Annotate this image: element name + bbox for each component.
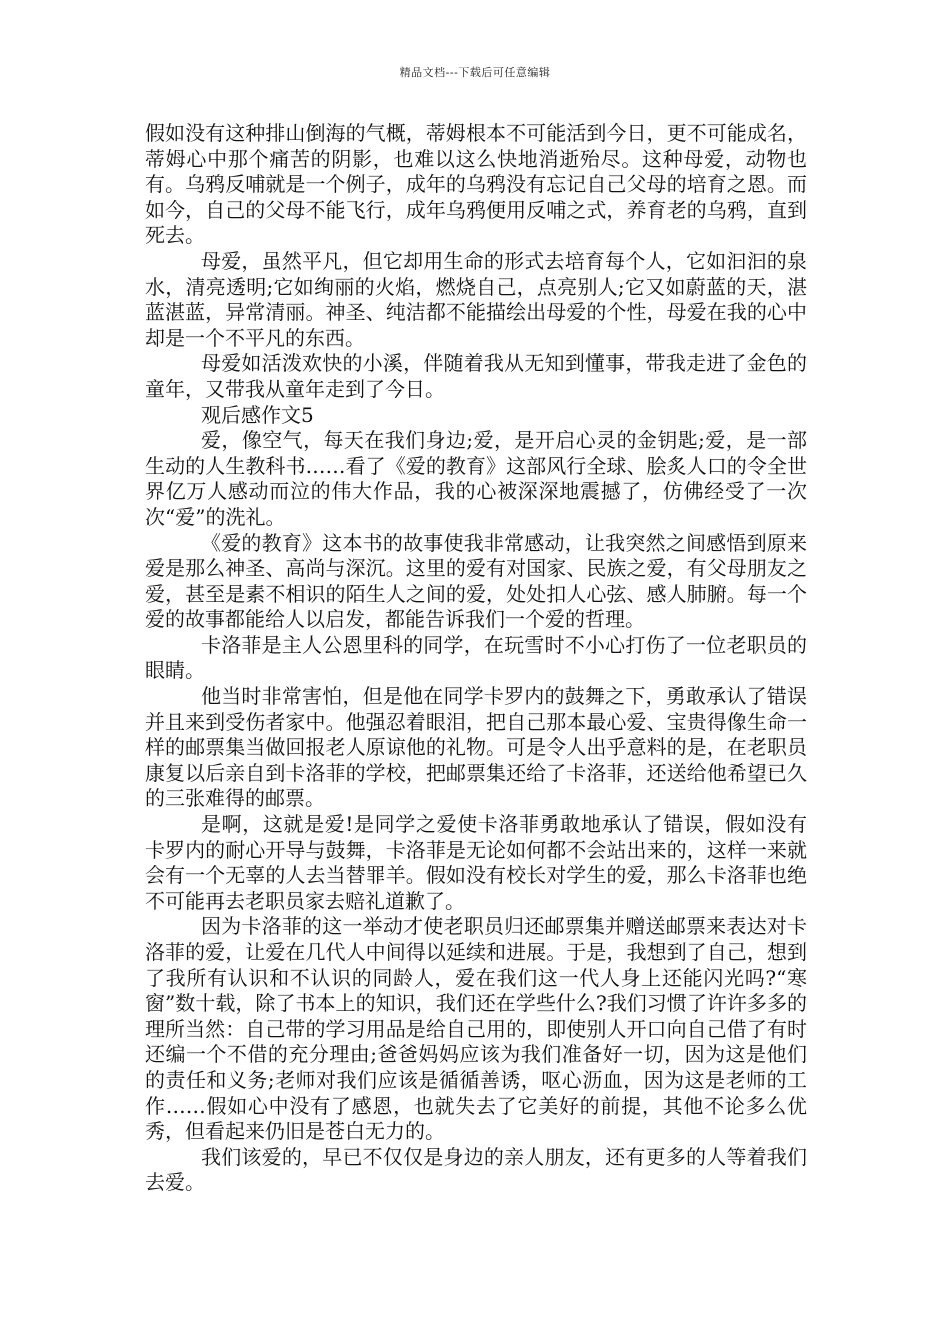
paragraph-6: 卡洛菲是主人公恩里科的同学，在玩雪时不小心打伤了一位老职员的眼睛。 — [145, 632, 807, 683]
paragraph-4: 爱，像空气，每天在我们身边;爱，是开启心灵的金钥匙;爱，是一部生动的人生教科书……看了《爱的教育》这部风行全球、脍炙人口的令全世界亿万人感动而泣的伟大作品，我的心被深深地震撼了，仿佛经受了一次次“爱”的洗礼。 — [145, 428, 807, 529]
paragraph-1: 假如没有这种排山倒海的气概，蒂姆根本不可能活到今日，更不可能成名，蒂姆心中那个痛苦的阴影，也难以这么快地消逝殆尽。这种母爱，动物也有。乌鸦反哺就是一个例子，成年的乌鸦没有忘记自己父母的培育之恩。而如今，自己的父母不能飞行，成年乌鸦便用反哺之式，养育老的乌鸦，直到死去。 — [145, 121, 807, 248]
paragraph-10: 我们该爱的，早已不仅仅是身边的亲人朋友，还有更多的人等着我们去爱。 — [145, 1144, 807, 1195]
paragraph-5: 《爱的教育》这本书的故事使我非常感动，让我突然之间感悟到原来爱是那么神圣、高尚与深沉。这里的爱有对国家、民族之爱，有父母朋友之爱，甚至是素不相识的陌生人之间的爱，处处扣人心弦、感人肺腑。每一个爱的故事都能给人以启发，都能告诉我们一个爱的哲理。 — [145, 530, 807, 632]
paragraph-9: 因为卡洛菲的这一举动才使老职员归还邮票集并赠送邮票来表达对卡洛菲的爱，让爱在几代人中间得以延续和进展。于是，我想到了自己，想到了我所有认识和不认识的同龄人，爱在我们这一代人身上还能闪光吗?“寒窗”数十载，除了书本上的知识，我们还在学些什么?我们习惯了许许多多的理所当然：自己带的学习用品是给自己用的，即使别人开口向自己借了有时还编一个不借的充分理由;爸爸妈妈应该为我们准备好一切，因为这是他们的责任和义务;老师对我们应该是循循善诱，呕心沥血，因为这是老师的工作……假如心中没有了感恩，也就失去了它美好的前提，其他不论多么优秀，但看起来仍旧是苍白无力的。 — [145, 914, 807, 1144]
section-heading: 观后感作文5 — [201, 402, 314, 427]
page-header: 精品文档---下载后可任意编辑 — [399, 66, 551, 79]
paragraph-2: 母爱，虽然平凡，但它却用生命的形式去培育每个人，它如汩汩的泉水，清亮透明;它如绚丽的火焰，燃烧自己，点亮别人;它又如蔚蓝的天，湛蓝湛蓝，异常清丽。神圣、纯洁都不能描绘出母爱的个性，母爱在我的心中却是一个不平凡的东西。 — [145, 248, 807, 350]
paragraph-7: 他当时非常害怕，但是他在同学卡罗内的鼓舞之下，勇敢承认了错误并且来到受伤者家中。他强忍着眼泪，把自己那本最心爱、宝贵得像生命一样的邮票集当做回报老人原谅他的礼物。可是令人出乎意料的是，在老职员康复以后亲自到卡洛菲的学校，把邮票集还给了卡洛菲，还送给他希望已久的三张难得的邮票。 — [145, 684, 807, 811]
paragraph-3: 母爱如活泼欢快的小溪，伴随着我从无知到懂事，带我走进了金色的童年，又带我从童年走到了今日。 — [145, 351, 807, 401]
document-body — [145, 121, 807, 1196]
paragraph-8: 是啊，这就是爱!是同学之爱使卡洛菲勇敢地承认了错误，假如没有卡罗内的耐心开导与鼓舞，卡洛菲是无论如何都不会站出来的，这样一来就会有一个无辜的人去当替罪羊。假如没有校长对学生的爱，那么卡洛菲也绝不可能再去老职员家去赔礼道歉了。 — [145, 812, 807, 913]
